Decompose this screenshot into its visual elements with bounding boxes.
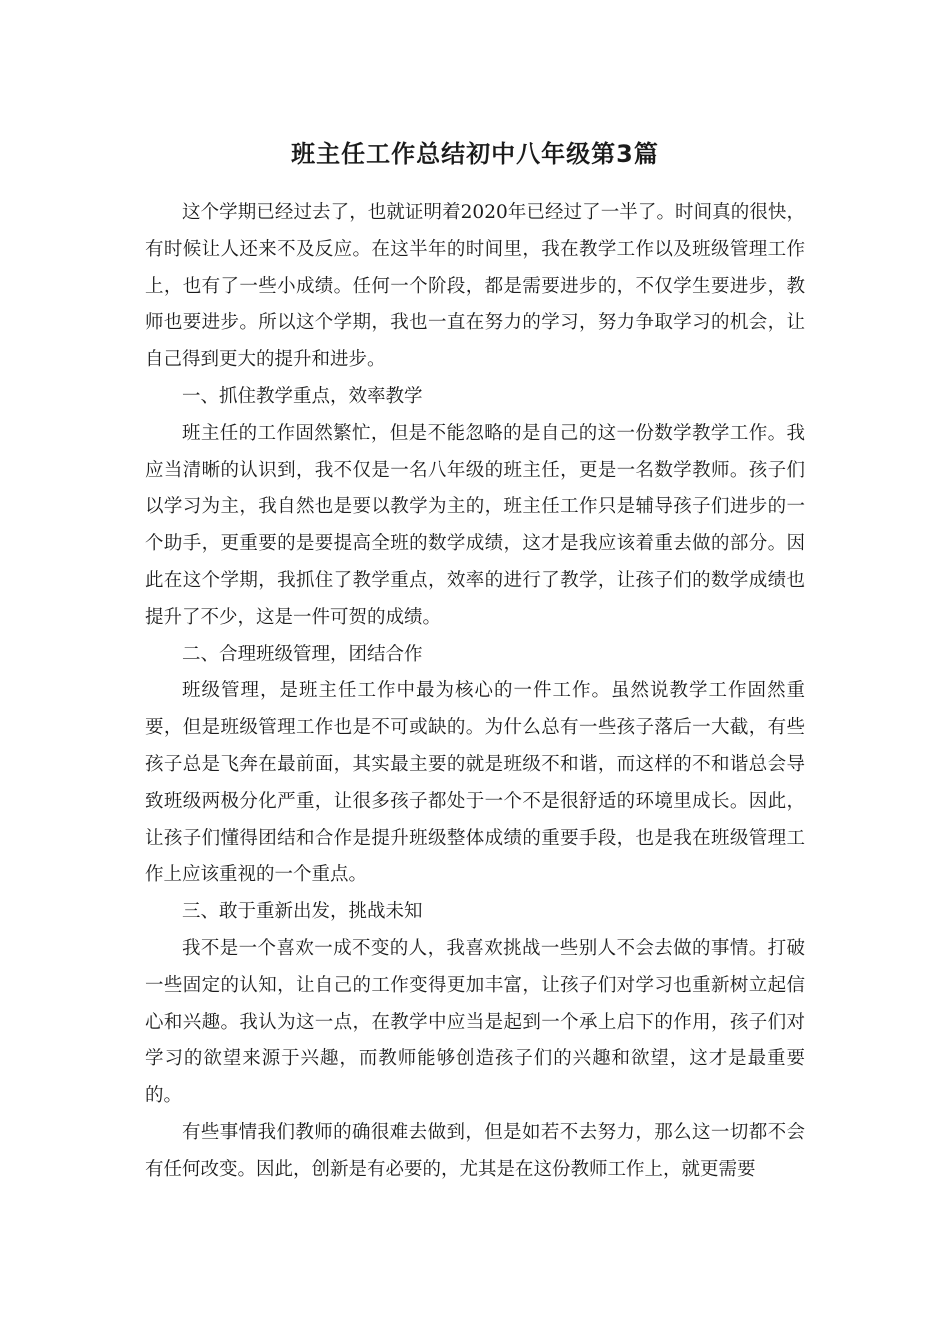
paragraph-class-management: 班级管理，是班主任工作中最为核心的一件工作。虽然说教学工作固然重要，但是班级管理工作也是不可或缺的。为什么总有一些孩子落后一大截，有些孩子总是飞奔在最前面，其实最主要的就是班级不和谐，而这样的不和谐总会导致班级两极分化严重，让很多孩子都处于一个不是很舒适的环境里成长。因此，让孩子们懂得团结和合作是提升班级整体成绩的重要手段，也是我在班级管理工作上应该重视的一个重点。 — [145, 680, 805, 886]
paragraph-innovation: 有些事情我们教师的确很难去做到，但是如若不去努力，那么这一切都不会有任何改变。因此，创新是有必要的，尤其是在这份教师工作上，就更需要 — [145, 1121, 805, 1180]
section-heading-3: 三、敢于重新出发，挑战未知 — [182, 901, 423, 923]
document-body — [145, 195, 805, 1189]
paragraph-intro: 这个学期已经过去了，也就证明着2020年已经过了一半了。时间真的很快，有时候让人还来不及反应。在这半年的时间里，我在教学工作以及班级管理工作上，也有了一些小成绩。任何一个阶段，都是需要进步的，不仅学生要进步，教师也要进步。所以这个学期，我也一直在努力的学习，努力争取学习的机会，让自己得到更大的提升和进步。 — [145, 202, 805, 371]
section-heading-1: 一、抓住教学重点，效率教学 — [182, 385, 423, 407]
document-title: 班主任工作总结初中八年级第3篇 — [291, 140, 659, 168]
paragraph-teaching: 班主任的工作固然繁忙，但是不能忽略的是自己的这一份数学教学工作。我应当清晰的认识到，我不仅是一名八年级的班主任，更是一名数学教师。孩子们以学习为主，我自然也是要以教学为主的，班主任工作只是辅导孩子们进步的一个助手，更重要的是要提高全班的数学成绩，这才是我应该着重去做的部分。因此在这个学期，我抓住了教学重点，效率的进行了教学，让孩子们的数学成绩也提升了不少，这是一件可贺的成绩。 — [145, 422, 805, 628]
paragraph-challenge: 我不是一个喜欢一成不变的人，我喜欢挑战一些别人不会去做的事情。打破一些固定的认知，让自己的工作变得更加丰富，让孩子们对学习也重新树立起信心和兴趣。我认为这一点，在教学中应当是起到一个承上启下的作用，孩子们对学习的欲望来源于兴趣，而教师能够创造孩子们的兴趣和欲望，这才是最重要的。 — [145, 937, 805, 1107]
section-heading-2: 二、合理班级管理，团结合作 — [182, 643, 423, 665]
